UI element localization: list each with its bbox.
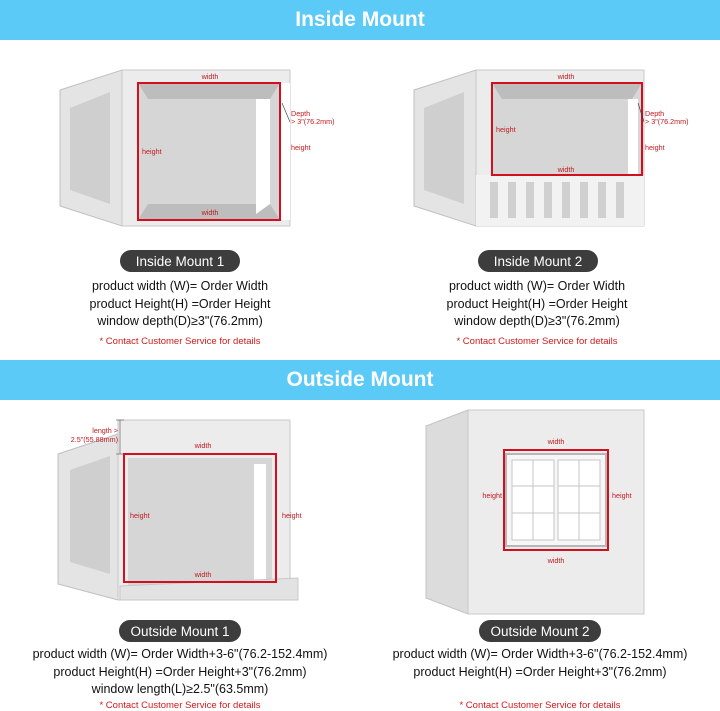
inside-mount-title: Inside Mount [295,8,425,31]
outside-mount-title: Outside Mount [286,368,434,391]
spec-line: product Height(H) =Order Height+3"(76.2mm) [413,664,667,679]
spec-line: product width (W)= Order Width+3-6"(76.2-152.4mm) [392,647,688,661]
inside-mount-1-specs [0,278,360,331]
spec-line: window depth(D)≥3"(76.2mm) [97,314,263,328]
length-callout [60,424,122,450]
outside-mount-2-pill-label: Outside Mount 2 [490,623,590,639]
inside-mount-2-note: * Contact Customer Service for details [456,336,618,347]
inside-mount-1-pill [120,250,240,272]
height-right-label: height [282,511,302,520]
spec-line: product width (W)= Order Width [91,279,269,293]
width-top-label: width [194,441,212,450]
spec-line: window length(L)≥2.5"(63.5mm) [91,682,269,696]
outside-mount-2-specs [360,646,720,681]
outside-mount-2-diagram [426,410,648,614]
width-bottom-label: width [547,556,565,565]
width-bottom-label: width [194,570,212,579]
inside-mount-2-pill-label: Inside Mount 2 [493,253,583,269]
spec-line: window depth(D)≥3"(76.2mm) [454,314,620,328]
outside-mount-banner [0,360,720,400]
height-left-label: height [142,147,162,156]
height-left-label: height [482,491,502,500]
outside-mount-1-specs [0,646,360,699]
length-value-label: 2.5"(55.88mm) [70,435,118,444]
length-label: length > [92,426,118,435]
outside-mount-2-note: * Contact Customer Service for details [459,700,621,711]
height-right-label: height [291,143,311,152]
height-left-label: height [130,511,150,520]
inside-mount-2-pill [478,250,598,272]
outside-mount-2-pill [479,620,601,642]
width-top-label: width [557,72,575,81]
inside-mount-2-specs [357,278,717,331]
width-bottom-label: width [201,208,219,217]
width-top-label: width [201,72,219,81]
depth-value-label: > 3"(76.2mm) [291,117,335,126]
spec-line: product Height(H) =Order Height [446,296,628,311]
height-left-label: height [496,125,516,134]
height-right-label: height [612,491,632,500]
depth-value-label: > 3"(76.2mm) [645,117,689,126]
outside-mount-1-pill [119,620,241,642]
inside-mount-1-note: * Contact Customer Service for details [99,336,261,347]
inside-mount-2-diagram [414,66,689,232]
spec-line: product Height(H) =Order Height [89,296,271,311]
width-top-label: width [547,437,565,446]
outside-mount-1-pill-label: Outside Mount 1 [130,623,230,639]
inside-mount-1-pill-label: Inside Mount 1 [135,253,225,269]
height-right-label: height [645,143,665,152]
spec-line: product Height(H) =Order Height+3"(76.2mm) [53,664,307,679]
inside-mount-banner [0,0,720,40]
width-bottom-label: width [557,165,575,174]
inside-mount-1-diagram [60,66,335,232]
spec-line: product width (W)= Order Width+3-6"(76.2-152.4mm) [32,647,328,661]
depth-label: Depth [645,109,665,118]
outside-mount-1-note: * Contact Customer Service for details [99,700,261,711]
depth-label: Depth [291,109,311,118]
spec-line: product width (W)= Order Width [448,279,626,293]
